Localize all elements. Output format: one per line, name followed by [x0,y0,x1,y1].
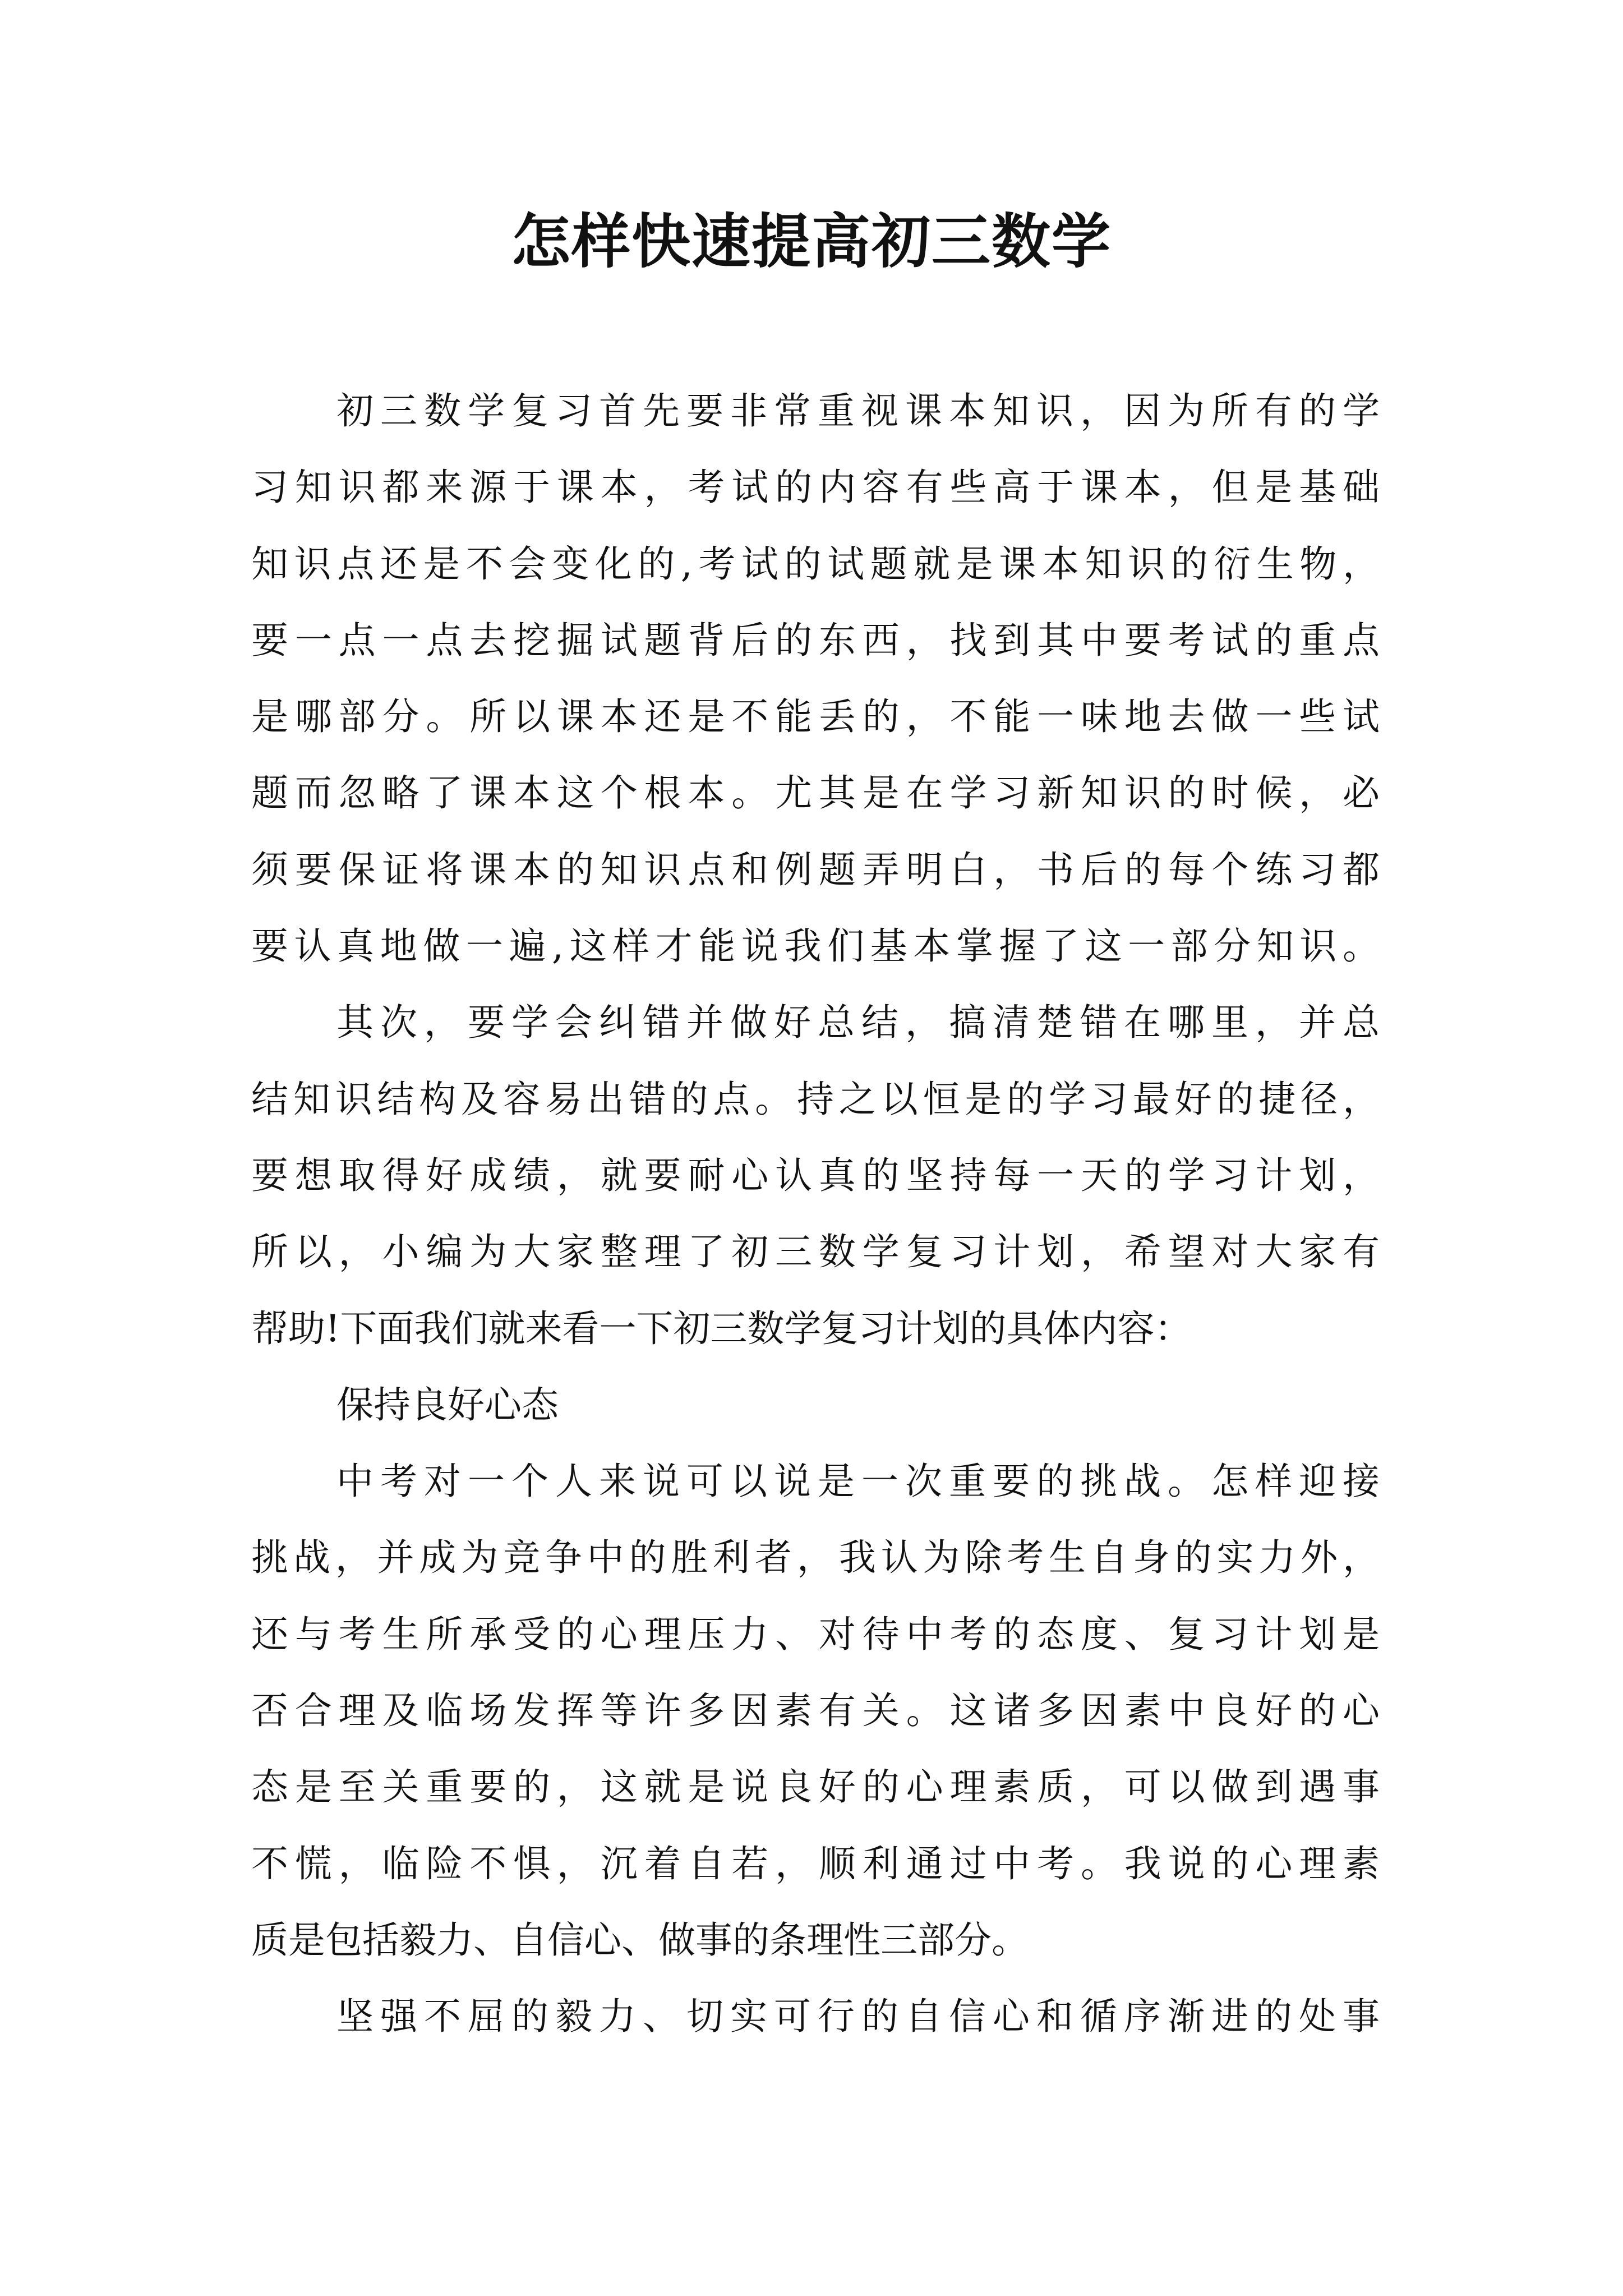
text-line: 挑战，并成为竞争中的胜利者，我认为除考生自身的实力外， [251,1536,1380,1580]
text-line: 还与考生所承受的心理压力、对待中考的态度、复习计划是 [251,1612,1380,1656]
text-line: 结知识结构及容易出错的点。持之以恒是的学习最好的捷径， [251,1077,1380,1121]
text-line: 题而忽略了课本这个根本。尤其是在学习新知识的时候，必 [251,771,1380,815]
document-title: 怎样快速提高初三数学 [511,206,1112,276]
text-line: 保持良好心态 [336,1383,559,1427]
text-line: 坚强不屈的毅力、切实可行的自信心和循序渐进的处事 [336,1995,1380,2039]
text-line: 知识点还是不会变化的,考试的试题就是课本知识的衍生物， [251,542,1380,586]
text-line: 其次，要学会纠错并做好总结，搞清楚错在哪里，并总 [336,1001,1380,1045]
text-line: 要一点一点去挖掘试题背后的东西，找到其中要考试的重点 [251,618,1380,662]
text-line: 否合理及临场发挥等许多因素有关。这诸多因素中良好的心 [251,1689,1380,1733]
text-line: 中考对一个人来说可以说是一次重要的挑战。怎样迎接 [336,1460,1380,1503]
text-line: 质是包括毅力、自信心、做事的条理性三部分。 [251,1918,1029,1962]
text-line: 要认真地做一遍,这样才能说我们基本掌握了这一部分知识。 [251,924,1380,968]
paragraph [251,984,1380,1366]
paragraph [251,1443,1380,1978]
section-heading [251,1367,1380,1443]
text-line: 初三数学复习首先要非常重视课本知识，因为所有的学 [336,389,1380,432]
text-line: 须要保证将课本的知识点和例题弄明白，书后的每个练习都 [251,848,1380,891]
text-line: 帮助!下面我们就来看一下初三数学复习计划的具体内容： [251,1306,1192,1350]
text-line: 习知识都来源于课本，考试的内容有些高于课本，但是基础 [251,466,1380,509]
paragraph [251,1978,1380,2055]
text-line: 态是至关重要的，这就是说良好的心理素质，可以做到遇事 [251,1765,1380,1809]
text-line: 不慌，临险不惧，沉着自若，顺利通过中考。我说的心理素 [251,1842,1380,1885]
document-body [251,373,1380,2055]
text-line: 要想取得好成绩，就要耐心认真的坚持每一天的学习计划， [251,1153,1380,1197]
paragraph [251,373,1380,984]
text-line: 是哪部分。所以课本还是不能丢的，不能一味地去做一些试 [251,695,1380,739]
text-line: 所以，小编为大家整理了初三数学复习计划，希望对大家有 [251,1230,1380,1274]
